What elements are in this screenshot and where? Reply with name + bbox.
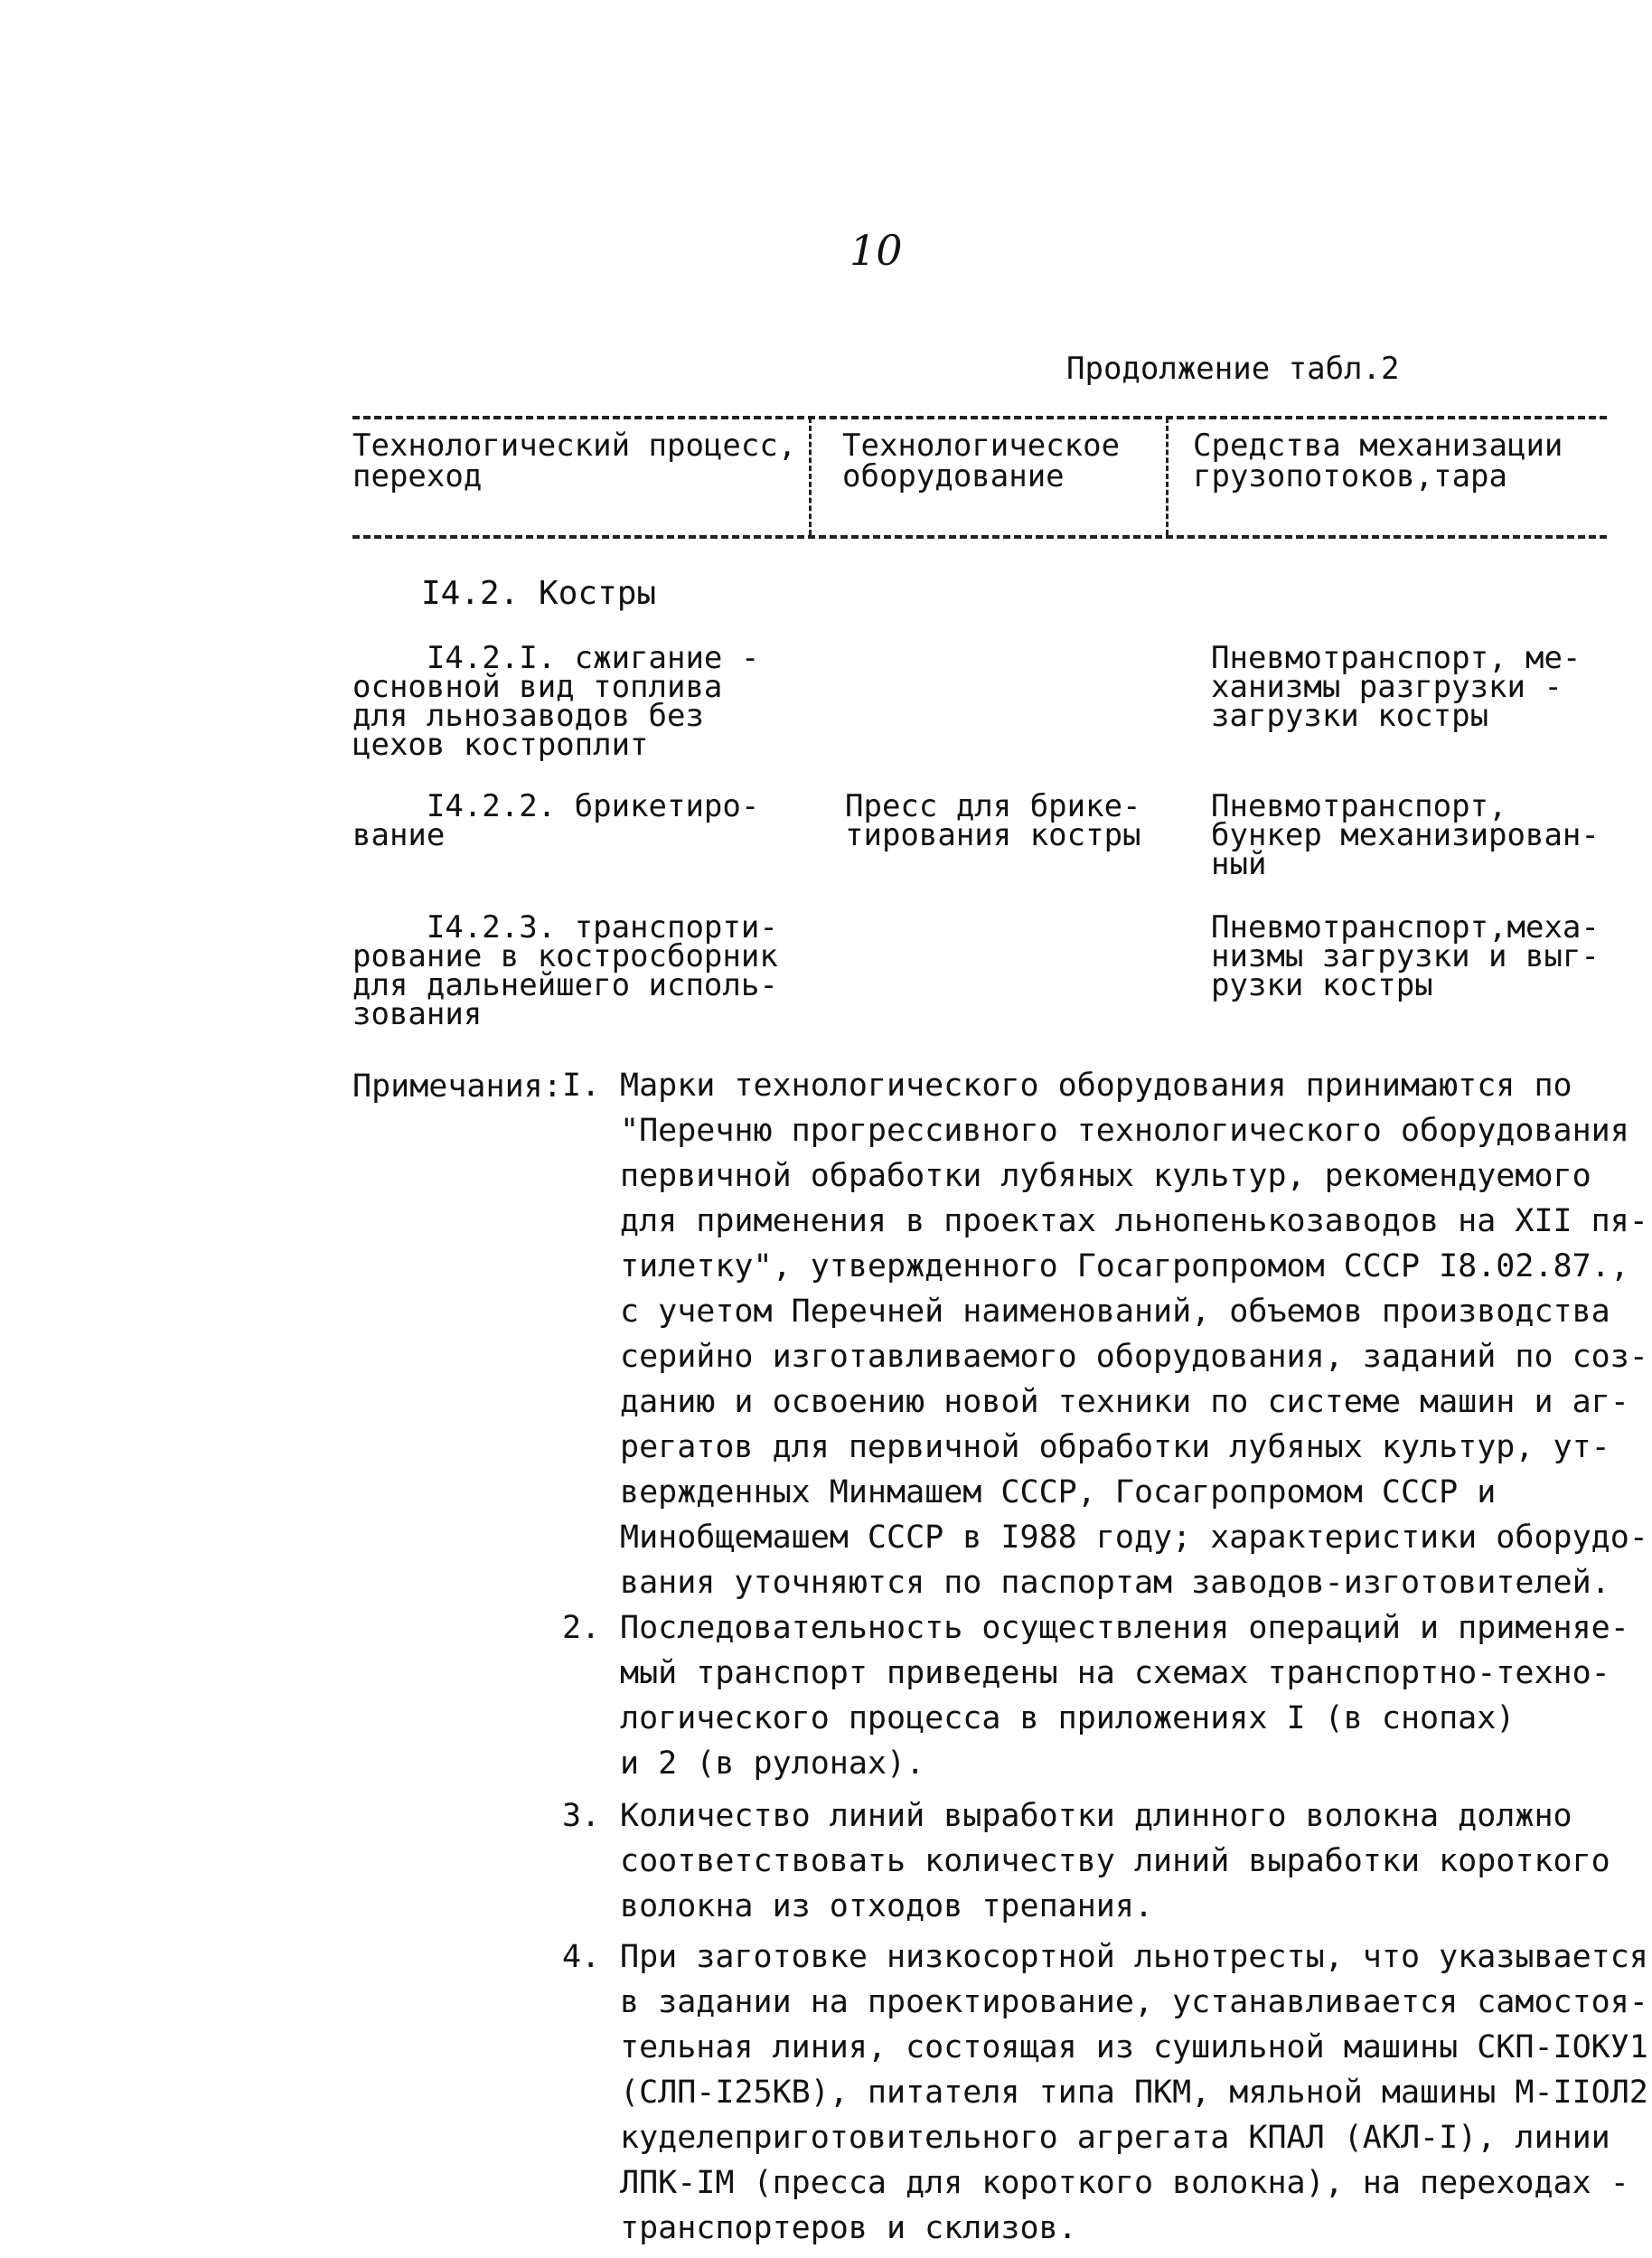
column-separator (809, 418, 812, 535)
note-text: Марки технологического оборудования принимаются по "Перечню прогрессивного технологического оборудования первичной обработки лубяных культур, рекомендуемого для применения в проектах льнопенькозаводов на XII пя- тилетку", утвержденного Госагропромом СССР I8.02.87., с учетом Перечней наименований, объемов производства серийно изготавливаемого оборудования, заданий по соз- данию и освоению новой техники по системе машин и аг- регатов для первичной обработки лубяных культур, ут- вержденных Минмашем СССР, Госагропромом СССР и Минобщемашем СССР в I988 году; характеристики оборудо- вания уточняются по паспортам заводов-изготовителей. (620, 1068, 1648, 1601)
note-number: I. (562, 1068, 601, 1104)
row-means: Пневмотранспорт,меха- низмы загрузки и выг- рузки костры (1211, 909, 1600, 1003)
section-title: I4.2. Костры (421, 575, 657, 612)
note-number: 3. (562, 1798, 601, 1834)
note-text: При заготовке низкосортной льнотресты, что указывается в задании на проектирование, устанавливается самостоя- тельная линия, состоящая из сушильной машины СКП-IОКУ1 (СЛП-I25КВ), питателя типа ПКМ, мяльной машины М-IIОЛ2 куделеприготовительного агрегата КПАЛ (АКЛ-I), линии ЛПК-IМ (пресса для короткого волокна), на переходах - транспортеров и склизов. (620, 1939, 1648, 2246)
notes-label: Примечания: (352, 1068, 562, 1105)
table-top-rule (352, 416, 1607, 419)
note-number: 2. (562, 1610, 601, 1646)
note-number: 4. (562, 1939, 601, 1975)
row-process: I4.2.3. транспорти- рование в костросборник для дальнейшего исполь- зования (352, 909, 778, 1032)
page-number: 10 (849, 226, 903, 275)
note-text: Последовательность осуществления операций и применяе- мый транспорт приведены на схемах транспортно-техно- логического процесса в приложениях I (в снопах) и 2 (в рулонах). (620, 1610, 1629, 1782)
table-header-rule (352, 535, 1607, 539)
row-equipment: Пресс для брике- тирования костры (845, 788, 1141, 853)
row-means: Пневмотранспорт, ме- ханизмы разгрузки - загрузки костры (1211, 640, 1582, 734)
column-separator (1166, 418, 1169, 535)
row-means: Пневмотранспорт, бункер механизирован- ный (1211, 788, 1600, 882)
row-process: I4.2.I. сжигание - основной вид топлива для льнозаводов без цехов костроплит (352, 640, 760, 763)
header-process: Технологический процесс, переход (352, 428, 797, 494)
header-means: Средства механизации грузопотоков,тара (1193, 428, 1563, 494)
note-text: Количество линий выработки длинного волокна должно соответствовать количеству линий выработки короткого волокна из отходов трепания. (620, 1798, 1610, 1924)
header-equipment: Технологическое оборудование (842, 428, 1121, 494)
table-continuation-label: Продолжение табл.2 (1066, 351, 1400, 387)
row-process: I4.2.2. брикетиро- вание (352, 788, 760, 853)
